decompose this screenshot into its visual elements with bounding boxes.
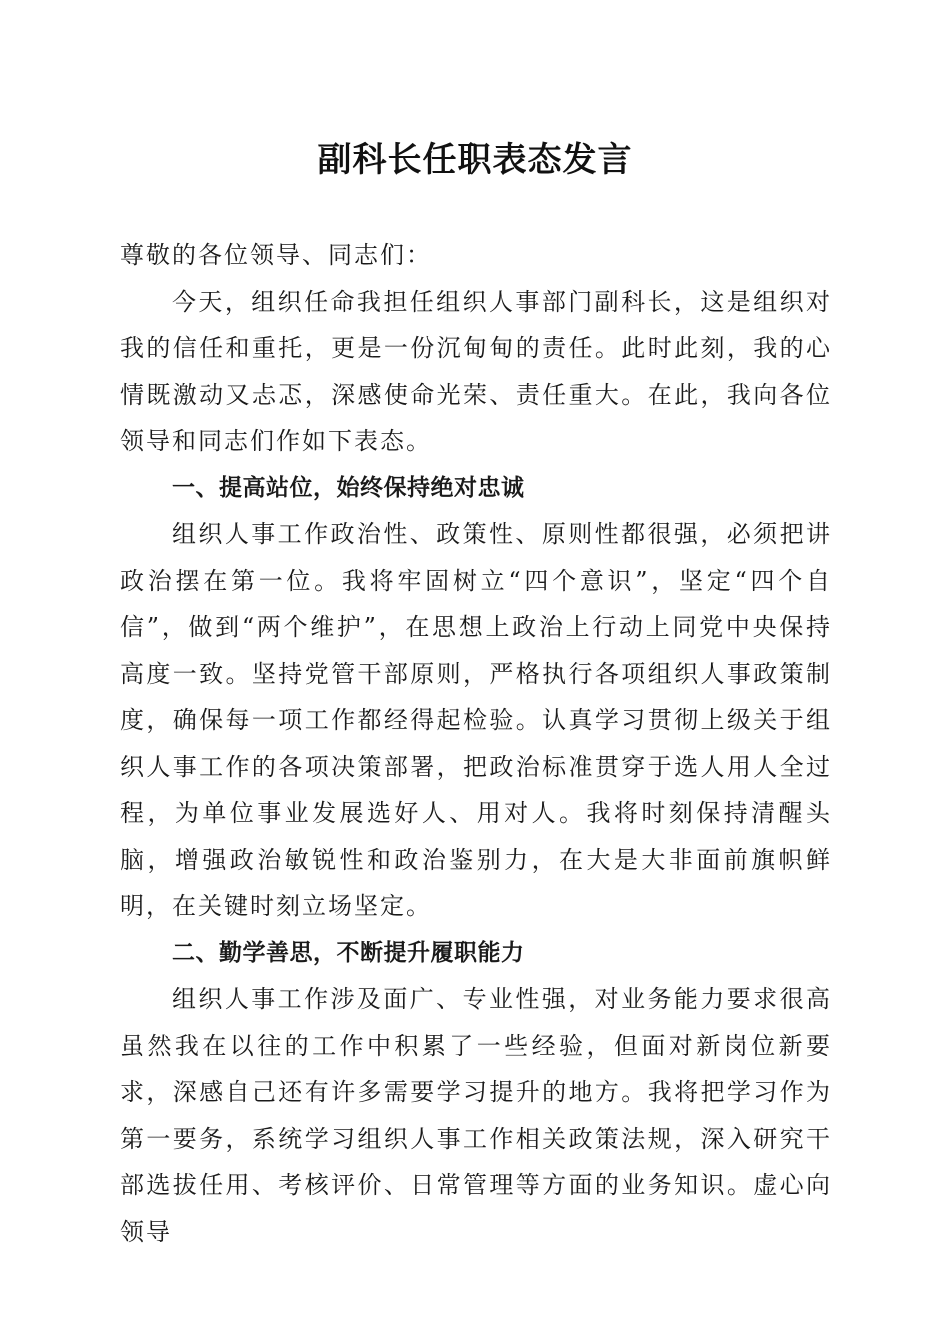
salutation: 尊敬的各位领导、同志们：: [120, 241, 432, 269]
section-heading-2: 二、勤学善思，不断提升履职能力: [172, 939, 525, 966]
section-paragraph-2: 组织人事工作涉及面广、专业性强，对业务能力要求很高虽然我在以往的工作中积累了一些经验，但面对新岗位新要求，深感自己还有许多需要学习提升的地方。我将把学习作为第一要务，系统学习组织人事工作相关政策法规，深入研究干部选拔任用、考核评价、日常管理等方面的业务知识。虚心向领导: [120, 985, 832, 1246]
section-paragraph-1: 组织人事工作政治性、政策性、原则性都很强，必须把讲政治摆在第一位。我将牢固树立“四个意识”，坚定“四个自信”，做到“两个维护”，在思想上政治上行动上同党中央保持高度一致。坚持党管干部原则，严格执行各项组织人事政策制度，确保每一项工作都经得起检验。认真学习贯彻上级关于组织人事工作的各项决策部署，把政治标准贯穿于选人用人全过程，为单位事业发展选好人、用对人。我将时刻保持清醒头脑，增强政治敏锐性和政治鉴别力，在大是大非面前旗帜鲜明，在关键时刻立场坚定。: [120, 520, 832, 920]
section-heading-1: 一、提高站位，始终保持绝对忠诚: [172, 474, 525, 501]
document-body: [120, 232, 832, 1255]
document-title: 副科长任职表态发言: [317, 140, 633, 180]
intro-paragraph: 今天，组织任命我担任组织人事部门副科长，这是组织对我的信任和重托，更是一份沉甸甸的责任。此时此刻，我的心情既激动又忐忑，深感使命光荣、责任重大。在此，我向各位领导和同志们作如下表态。: [120, 287, 832, 455]
